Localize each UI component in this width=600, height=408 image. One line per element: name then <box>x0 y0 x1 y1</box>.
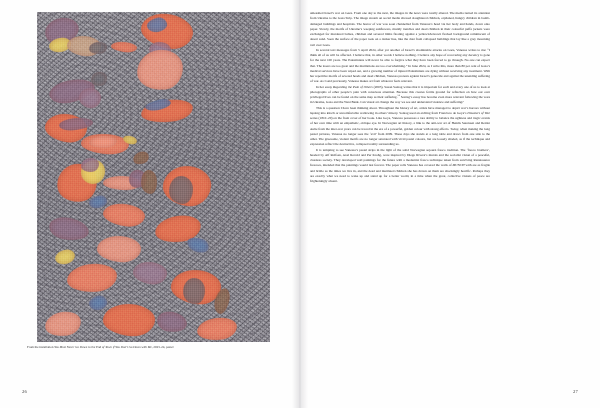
artwork-caption <box>27 345 273 349</box>
body-paragraph: It is tempting to see Vanessa’s pastel strips in the light of the solid Norwegian sojourn fresco tradition. The ‘fresco brothers’, headed by Alf Rolfsen, Axel Revold and Per Krohg, were inspired by Diego Rivera’s murals and the socialist vision of a peaceful, classless society. They developed wall paintings for the future with a modernist fresco technique taken from surviving Renaissance frescoes, intended that the paintings would last forever. The paper rolls Vanessa has covered the walls of MUNCH with are as fragile and brittle as the times we live in, and the dead and mutilated children she has drawn on them are shockingly horrific. Perhaps they are exactly what we need to wake up and stand up for a better world, in a time when the great, collective visions of peace are frighteningly absent. <box>310 147 490 183</box>
right-page <box>300 0 600 408</box>
caption-title: You Must Never Go Down to the End of Town if You Don’t Go Down with Me <box>54 345 152 349</box>
body-paragraph: This is a question I have been thinking about. Throughout the history of art, artists have managed to depict war’s horrors without lapsing into kitsch or uncomfortable wallowing in others’ misery. Sontag used an etching from Francisco de Goya’s Disasters of War series (1810–20) on the front cover of her book. Like Goya, Vanessa possesses a rare ability to balance the ugliness and tragic events of her own time with an empathetic, oblique eye. In Norwegian art history, a link to the anti-war art of Henrik Sørensen and Reidar Aulie from the inter-war years can be traced in the era of a powerful, golden colour with strong effects. Today, when making the long pastel pictures, Vanessa no longer sees the ‘evil’ from 2009. These days she stands at a long table and draws from one side to the other. The gruesome, violent motifs are no longer saturated with vivid pastel colours, but are loosely shaded, as if the technique and expression reflect the destructive, collapsed reality surrounding us. <box>310 105 491 147</box>
page-number-left: 26 <box>22 389 27 394</box>
artwork-image <box>37 12 270 342</box>
body-paragraph: In several text messages from 5 April 2024, after yet another of Israel’s abominable attacks on Gaza, Vanessa writes to me: “I think all of us will be affected. I believe that, in other words I believe nothing. I believe any hope of recovering any decency is gone for the next 100 years. The Palestinians will never be able to forgive what they have been forced to go through. No one can expect that. The losers are too great and the mutilations are too overwhelming.” In June 2024, as I write this, more than 80 per cent of Gaza’s medical services have been wiped out, and a growing number of injured Palestinians are dying without receiving any treatment. With her repetitive motifs of severed heads and dead children, Vanessa protests against Israel’s genocide and against the unending suffering of war. As I said previously, Vanessa makes art from whatever feels relevant. <box>310 47 490 84</box>
body-paragraph: unleashed Israel’s war on Gaza. From one day to the next, the images in the news were totally altered. The media turned its attention from Ukraine to the Gaza Strip. The image stream on social media showed slaughtered children, orphaned, hungry children in bomb-damaged buildings and hospitals. The horror of war was soon channelled from Vanessa’s head via her body and hands, down onto paper. Slowly, the motifs of Ukraine’s weeping sunflowers, muddy trenches and dead children in their colourful puffa jackets were exchanged for murdered babies, children and severed limbs floating against a yellowish-brown flecked background reminiscent of desert sand. Soon the surface of the paper took on a darker hue, like the dust from collapsed buildings that lay like a grey mourning veil over Gaza. <box>310 11 490 47</box>
body-text-column <box>310 11 490 184</box>
caption-suffix: , 2023–24, pastel <box>151 345 174 349</box>
page-number-right: 27 <box>573 389 578 394</box>
caption-prefix: From the installation <box>27 345 55 349</box>
body-paragraph: In her essay Regarding the Pain of Others (2003), Susan Sontag writes that it is important for each and every one of us to look at photographs of other people’s pain with conscious attention. Because this creates fertile ground for reflection on how our own privileged lives can be found on the same map as their suffering.$^{14}$ Sontag’s essay has become even more relevant following the wars in Ukraine, Gaza and the West Bank. Can visual art change the way we see and understand violence and suffering? <box>310 84 490 105</box>
artwork-grain-overlay <box>37 12 270 342</box>
